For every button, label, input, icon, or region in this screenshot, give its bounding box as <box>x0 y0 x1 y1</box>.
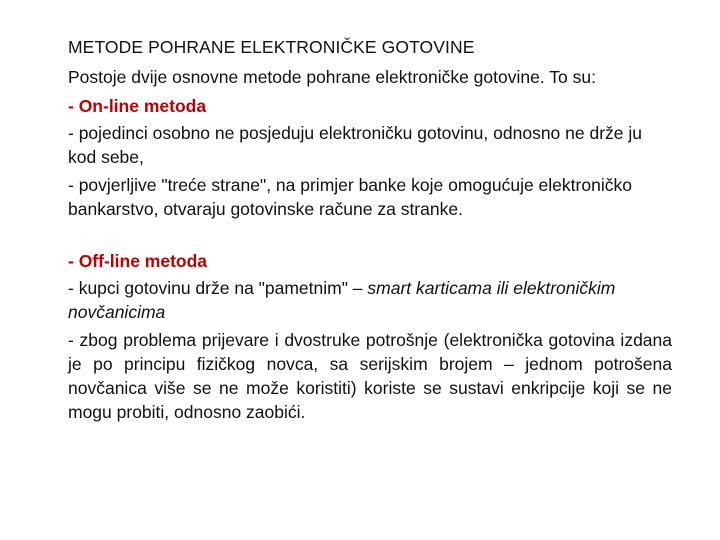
intro-paragraph: Postoje dvije osnovne metode pohrane elektroničke gotovine. To su: <box>68 67 596 87</box>
online-point-1: - pojedinci osobno ne posjeduju elektroničku gotovinu, odnosno ne drže ju kod sebe, <box>68 123 643 167</box>
online-point-2: - povjerljive "treće strane", na primjer banke koje omogućuje elektroničko bankarstvo, otvaraju gotovinske račune za stranke. <box>68 175 632 219</box>
slide-content <box>68 34 672 428</box>
section-spacer <box>68 225 672 249</box>
offline-point-2: - zbog problema prijevare i dvostruke potrošnje (elektronička gotovina izdana je po principu fizičkog novca, sa serijskim brojem – jednom potrošena novčanica više se ne može koristiti) koriste se sustavi enkripcije koji se ne mogu probiti, odnosno zaobići. <box>68 330 672 422</box>
offline-point-1-text: - kupci gotovinu drže na "pametnim" – <box>68 278 368 298</box>
offline-point-1-italic: smart karticama ili elektroničkim novčanicima <box>68 278 616 322</box>
offline-point-1 <box>68 276 672 324</box>
slide-title: METODE POHRANE ELEKTRONIČKE GOTOVINE <box>68 37 475 57</box>
online-method-heading: - On-line metoda <box>68 96 207 116</box>
offline-method-heading: - Off-line metoda <box>68 251 208 271</box>
